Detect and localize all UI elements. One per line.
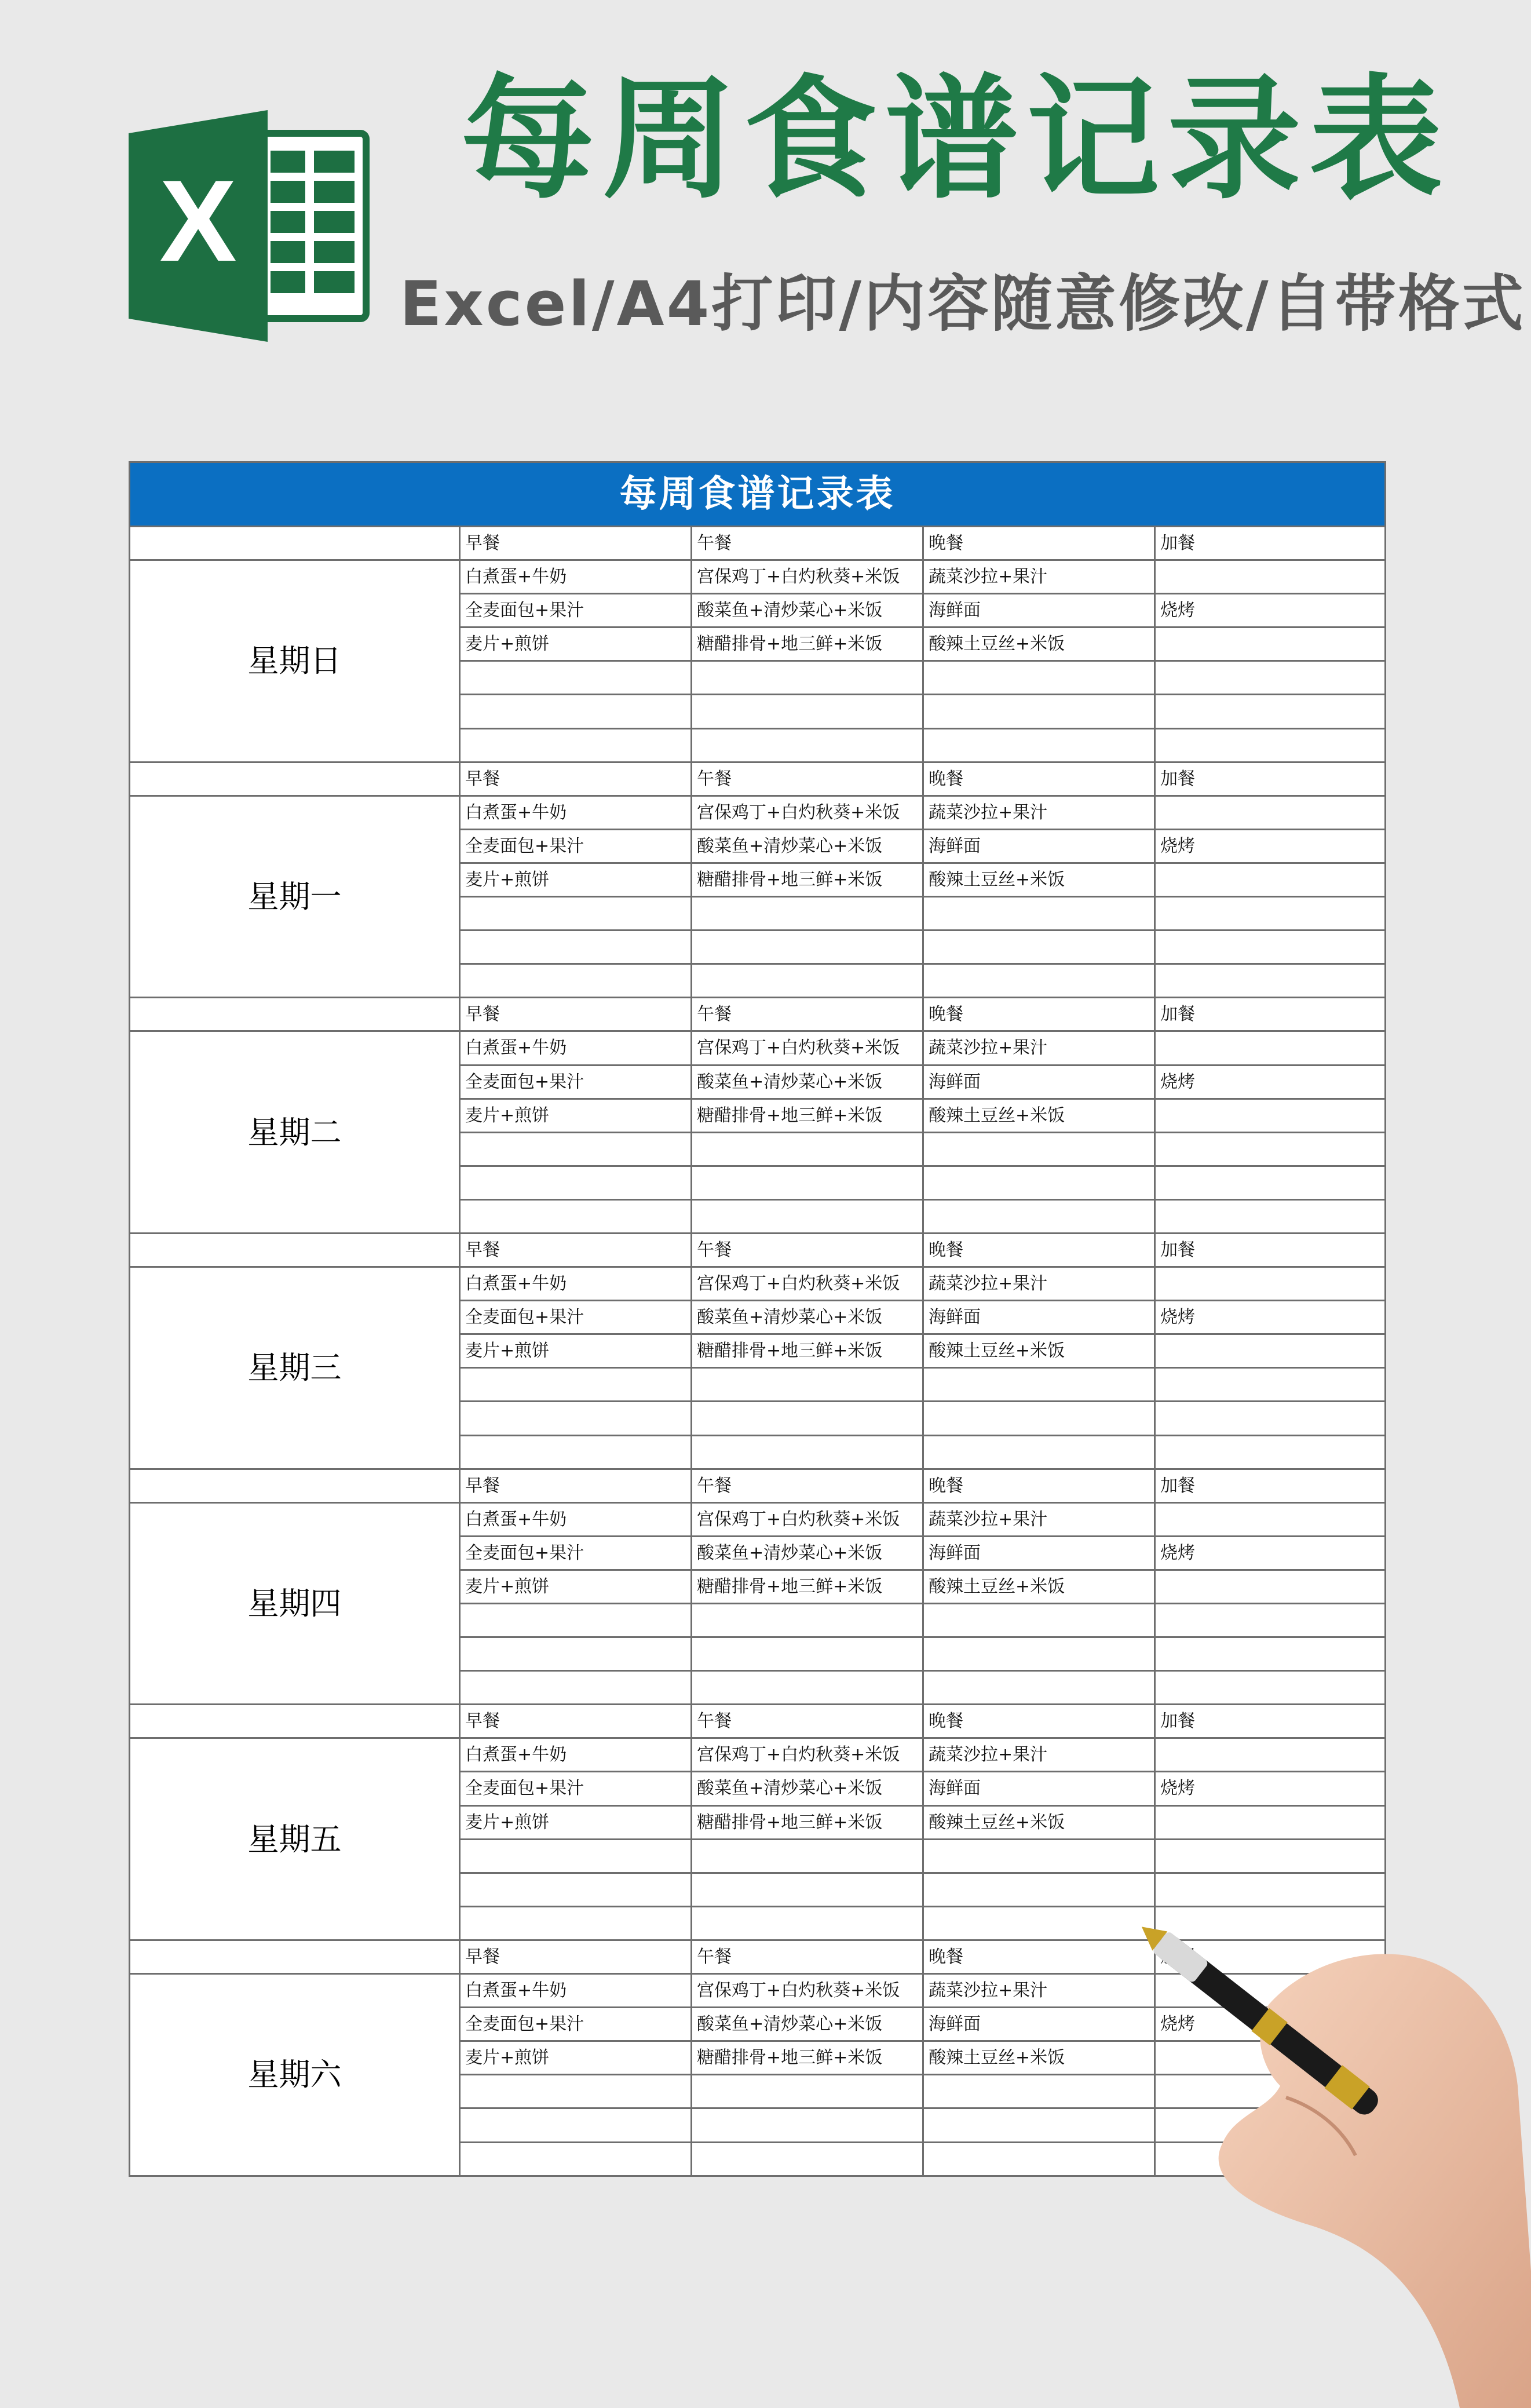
meal-header-cell[interactable]: 加餐 [1154, 761, 1384, 795]
meal-cell[interactable] [922, 963, 1154, 997]
meal-cell[interactable]: 烧烤 [1154, 829, 1384, 862]
meal-cell[interactable] [459, 1165, 690, 1199]
meal-cell[interactable] [1154, 929, 1384, 963]
meal-cell[interactable] [459, 1603, 690, 1636]
day-spacer-cell[interactable] [129, 526, 459, 559]
meal-cell[interactable] [459, 2074, 690, 2107]
meal-cell[interactable]: 全麦面包+果汁 [459, 2006, 690, 2040]
meal-cell[interactable] [690, 660, 922, 694]
day-name-cell[interactable]: 星期三 [129, 1266, 459, 1468]
meal-cell[interactable] [690, 1132, 922, 1165]
meal-cell[interactable]: 酸辣土豆丝+米饭 [922, 626, 1154, 660]
meal-cell[interactable]: 麦片+煎饼 [459, 1569, 690, 1603]
meal-cell[interactable] [1154, 896, 1384, 929]
meal-cell[interactable]: 宫保鸡丁+白灼秋葵+米饭 [690, 795, 922, 829]
meal-header-cell[interactable]: 晚餐 [922, 1468, 1154, 1502]
meal-cell[interactable]: 酸辣土豆丝+米饭 [922, 1333, 1154, 1367]
meal-cell[interactable]: 酸菜鱼+清炒菜心+米饭 [690, 829, 922, 862]
meal-cell[interactable] [922, 2074, 1154, 2107]
meal-cell[interactable]: 酸辣土豆丝+米饭 [922, 862, 1154, 896]
meal-cell[interactable] [922, 2107, 1154, 2141]
meal-cell[interactable] [1154, 728, 1384, 761]
subtitle: Excel/A4打印/内容随意修改/自带格式 [400, 268, 1526, 340]
meal-cell[interactable] [690, 1636, 922, 1670]
meal-cell[interactable]: 烧烤 [1154, 593, 1384, 626]
meal-cell[interactable]: 酸辣土豆丝+米饭 [922, 1098, 1154, 1132]
meal-cell[interactable]: 宫保鸡丁+白灼秋葵+米饭 [690, 1030, 922, 1064]
meal-cell[interactable] [459, 1435, 690, 1468]
meal-cell[interactable]: 糖醋排骨+地三鲜+米饭 [690, 2040, 922, 2074]
meal-cell[interactable] [922, 1636, 1154, 1670]
meal-cell[interactable] [459, 1636, 690, 1670]
meal-cell[interactable] [922, 1165, 1154, 1199]
meal-cell[interactable]: 麦片+煎饼 [459, 1098, 690, 1132]
meal-cell[interactable]: 酸菜鱼+清炒菜心+米饭 [690, 1064, 922, 1098]
meal-cell[interactable] [690, 963, 922, 997]
meal-cell[interactable]: 糖醋排骨+地三鲜+米饭 [690, 1098, 922, 1132]
meal-header-cell[interactable]: 午餐 [690, 761, 922, 795]
meal-cell[interactable] [690, 1367, 922, 1400]
meal-cell[interactable]: 白煮蛋+牛奶 [459, 559, 690, 593]
hand-holding-pen-icon [1135, 1924, 1531, 2408]
meal-cell[interactable]: 白煮蛋+牛奶 [459, 1502, 690, 1535]
meal-cell[interactable]: 宫保鸡丁+白灼秋葵+米饭 [690, 1502, 922, 1535]
meal-cell[interactable]: 海鲜面 [922, 1535, 1154, 1569]
meal-cell[interactable]: 全麦面包+果汁 [459, 1771, 690, 1804]
meal-cell[interactable] [459, 660, 690, 694]
meal-cell[interactable] [459, 728, 690, 761]
meal-header-cell[interactable]: 晚餐 [922, 526, 1154, 559]
meal-header-cell[interactable]: 加餐 [1154, 1703, 1384, 1737]
meal-cell[interactable] [690, 1603, 922, 1636]
day-name-cell[interactable]: 星期二 [129, 1030, 459, 1232]
meal-cell[interactable]: 烧烤 [1154, 1300, 1384, 1333]
meal-cell[interactable] [922, 2141, 1154, 2175]
meal-cell[interactable] [459, 1367, 690, 1400]
meal-cell[interactable]: 麦片+煎饼 [459, 1333, 690, 1367]
meal-header-cell[interactable]: 午餐 [690, 1232, 922, 1266]
recipe-sheet [129, 461, 1386, 2177]
meal-header-cell[interactable]: 早餐 [459, 1468, 690, 1502]
main-title: 每周食谱记录表 [461, 63, 1450, 217]
meal-cell[interactable]: 白煮蛋+牛奶 [459, 1030, 690, 1064]
meal-cell[interactable] [1154, 1737, 1384, 1771]
meal-cell[interactable]: 宫保鸡丁+白灼秋葵+米饭 [690, 1737, 922, 1771]
day-spacer-cell[interactable] [129, 1939, 459, 1973]
meal-cell[interactable]: 白煮蛋+牛奶 [459, 1737, 690, 1771]
meal-header-cell[interactable]: 早餐 [459, 1939, 690, 1973]
meal-header-cell[interactable]: 早餐 [459, 526, 690, 559]
meal-cell[interactable] [1154, 1502, 1384, 1535]
meal-cell[interactable]: 酸菜鱼+清炒菜心+米饭 [690, 1300, 922, 1333]
meal-cell[interactable] [1154, 1266, 1384, 1300]
day-name-cell[interactable]: 星期五 [129, 1737, 459, 1939]
meal-cell[interactable] [690, 728, 922, 761]
meal-cell[interactable] [690, 1199, 922, 1232]
meal-header-cell[interactable]: 早餐 [459, 997, 690, 1030]
meal-cell[interactable]: 蔬菜沙拉+果汁 [922, 559, 1154, 593]
meal-cell[interactable]: 蔬菜沙拉+果汁 [922, 795, 1154, 829]
meal-cell[interactable]: 全麦面包+果汁 [459, 1300, 690, 1333]
meal-cell[interactable] [459, 1838, 690, 1872]
meal-cell[interactable] [1154, 1030, 1384, 1064]
meal-cell[interactable] [922, 660, 1154, 694]
meal-cell[interactable]: 蔬菜沙拉+果汁 [922, 1030, 1154, 1064]
meal-cell[interactable] [1154, 660, 1384, 694]
day-spacer-cell[interactable] [129, 997, 459, 1030]
meal-cell[interactable] [1154, 1805, 1384, 1838]
meal-cell[interactable] [459, 1132, 690, 1165]
meal-cell[interactable]: 全麦面包+果汁 [459, 593, 690, 626]
meal-cell[interactable] [1154, 1636, 1384, 1670]
meal-cell[interactable]: 酸菜鱼+清炒菜心+米饭 [690, 2006, 922, 2040]
meal-cell[interactable]: 麦片+煎饼 [459, 626, 690, 660]
meal-cell[interactable] [922, 1367, 1154, 1400]
meal-cell[interactable]: 烧烤 [1154, 1535, 1384, 1569]
meal-header-cell[interactable]: 加餐 [1154, 1468, 1384, 1502]
meal-header-cell[interactable]: 晚餐 [922, 1939, 1154, 1973]
meal-cell[interactable] [1154, 694, 1384, 727]
meal-cell[interactable]: 海鲜面 [922, 1064, 1154, 1098]
day-spacer-cell[interactable] [129, 761, 459, 795]
meal-cell[interactable] [459, 1670, 690, 1703]
meal-cell[interactable]: 麦片+煎饼 [459, 1805, 690, 1838]
meal-cell[interactable] [922, 896, 1154, 929]
meal-header-cell[interactable]: 加餐 [1154, 1232, 1384, 1266]
meal-cell[interactable] [690, 1670, 922, 1703]
meal-cell[interactable]: 蔬菜沙拉+果汁 [922, 1502, 1154, 1535]
meal-cell[interactable]: 糖醋排骨+地三鲜+米饭 [690, 1805, 922, 1838]
meal-cell[interactable] [1154, 1872, 1384, 1906]
meal-cell[interactable]: 糖醋排骨+地三鲜+米饭 [690, 1333, 922, 1367]
meal-header-cell[interactable]: 午餐 [690, 526, 922, 559]
meal-cell[interactable] [1154, 1569, 1384, 1603]
meal-cell[interactable] [1154, 1603, 1384, 1636]
meal-header-cell[interactable]: 午餐 [690, 1468, 922, 1502]
meal-header-cell[interactable]: 晚餐 [922, 997, 1154, 1030]
meal-cell[interactable] [690, 694, 922, 727]
meal-cell[interactable] [459, 1199, 690, 1232]
meal-cell[interactable] [922, 694, 1154, 727]
meal-cell[interactable] [459, 929, 690, 963]
meal-cell[interactable]: 酸菜鱼+清炒菜心+米饭 [690, 1535, 922, 1569]
meal-cell[interactable] [1154, 1165, 1384, 1199]
meal-cell[interactable] [459, 963, 690, 997]
meal-cell[interactable]: 烧烤 [1154, 1064, 1384, 1098]
meal-cell[interactable] [459, 694, 690, 727]
meal-header-cell[interactable]: 午餐 [690, 1939, 922, 1973]
day-name-cell[interactable]: 星期日 [129, 559, 459, 761]
meal-cell[interactable]: 海鲜面 [922, 2006, 1154, 2040]
day-name-cell[interactable]: 星期一 [129, 795, 459, 997]
meal-cell[interactable] [922, 1670, 1154, 1703]
meal-cell[interactable]: 糖醋排骨+地三鲜+米饭 [690, 1569, 922, 1603]
meal-cell[interactable]: 宫保鸡丁+白灼秋葵+米饭 [690, 1973, 922, 2006]
day-name-cell[interactable]: 星期四 [129, 1502, 459, 1704]
logo-letter: X [159, 156, 237, 286]
meal-cell[interactable]: 海鲜面 [922, 1300, 1154, 1333]
meal-cell[interactable]: 白煮蛋+牛奶 [459, 1266, 690, 1300]
day-name-cell[interactable]: 星期六 [129, 1973, 459, 2175]
meal-cell[interactable]: 海鲜面 [922, 829, 1154, 862]
meal-header-cell[interactable]: 早餐 [459, 1703, 690, 1737]
meal-cell[interactable]: 白煮蛋+牛奶 [459, 795, 690, 829]
meal-cell[interactable] [690, 896, 922, 929]
meal-cell[interactable] [690, 1435, 922, 1468]
meal-cell[interactable]: 酸辣土豆丝+米饭 [922, 1805, 1154, 1838]
meal-cell[interactable] [690, 1872, 922, 1906]
meal-cell[interactable] [922, 929, 1154, 963]
meal-cell[interactable]: 麦片+煎饼 [459, 2040, 690, 2074]
meal-cell[interactable] [1154, 963, 1384, 997]
meal-cell[interactable]: 全麦面包+果汁 [459, 1064, 690, 1098]
meal-header-cell[interactable]: 午餐 [690, 1703, 922, 1737]
meal-cell[interactable]: 麦片+煎饼 [459, 862, 690, 896]
meal-cell[interactable] [690, 1165, 922, 1199]
meal-cell[interactable] [1154, 1435, 1384, 1468]
meal-cell[interactable] [1154, 1838, 1384, 1872]
meal-cell[interactable] [1154, 1400, 1384, 1434]
meal-cell[interactable]: 全麦面包+果汁 [459, 1535, 690, 1569]
meal-cell[interactable]: 宫保鸡丁+白灼秋葵+米饭 [690, 1266, 922, 1300]
meal-cell[interactable]: 烧烤 [1154, 1771, 1384, 1804]
meal-cell[interactable]: 海鲜面 [922, 593, 1154, 626]
meal-cell[interactable]: 全麦面包+果汁 [459, 829, 690, 862]
meal-cell[interactable]: 蔬菜沙拉+果汁 [922, 1737, 1154, 1771]
meal-cell[interactable] [1154, 1132, 1384, 1165]
meal-cell[interactable] [690, 1400, 922, 1434]
meal-cell[interactable] [922, 1603, 1154, 1636]
meal-cell[interactable]: 白煮蛋+牛奶 [459, 1973, 690, 2006]
day-spacer-cell[interactable] [129, 1468, 459, 1502]
meal-cell[interactable] [922, 1838, 1154, 1872]
meal-cell[interactable] [1154, 559, 1384, 593]
day-spacer-cell[interactable] [129, 1232, 459, 1266]
meal-cell[interactable]: 酸辣土豆丝+米饭 [922, 2040, 1154, 2074]
meal-cell[interactable] [922, 1435, 1154, 1468]
meal-cell[interactable] [922, 1872, 1154, 1906]
meal-header-cell[interactable]: 早餐 [459, 761, 690, 795]
meal-cell[interactable] [922, 1906, 1154, 1939]
meal-cell[interactable] [1154, 795, 1384, 829]
meal-cell[interactable] [1154, 1367, 1384, 1400]
meal-header-cell[interactable]: 晚餐 [922, 1703, 1154, 1737]
meal-cell[interactable]: 酸菜鱼+清炒菜心+米饭 [690, 593, 922, 626]
meal-header-cell[interactable]: 晚餐 [922, 761, 1154, 795]
meal-cell[interactable] [690, 2107, 922, 2141]
meal-cell[interactable] [690, 2074, 922, 2107]
meal-header-cell[interactable]: 加餐 [1154, 526, 1384, 559]
meal-cell[interactable] [459, 2141, 690, 2175]
day-spacer-cell[interactable] [129, 1703, 459, 1737]
meal-cell[interactable] [690, 1838, 922, 1872]
sheet-title: 每周食谱记录表 [129, 461, 1384, 526]
meal-cell[interactable]: 酸菜鱼+清炒菜心+米饭 [690, 1771, 922, 1804]
meal-cell[interactable]: 烧烤 [1154, 2006, 1384, 2040]
meal-cell[interactable]: 糖醋排骨+地三鲜+米饭 [690, 862, 922, 896]
meal-cell[interactable]: 糖醋排骨+地三鲜+米饭 [690, 626, 922, 660]
meal-header-cell[interactable]: 加餐 [1154, 997, 1384, 1030]
meal-cell[interactable] [459, 1400, 690, 1434]
meal-cell[interactable] [459, 1906, 690, 1939]
meal-cell[interactable] [1154, 626, 1384, 660]
meal-cell[interactable] [690, 2141, 922, 2175]
meal-cell[interactable]: 海鲜面 [922, 1771, 1154, 1804]
meal-cell[interactable] [1154, 1333, 1384, 1367]
meal-cell[interactable]: 蔬菜沙拉+果汁 [922, 1266, 1154, 1300]
meal-cell[interactable] [1154, 1199, 1384, 1232]
meal-cell[interactable] [922, 1400, 1154, 1434]
meal-cell[interactable] [690, 1906, 922, 1939]
meal-cell[interactable] [1154, 1670, 1384, 1703]
meal-cell[interactable] [922, 1132, 1154, 1165]
meal-header-cell[interactable]: 午餐 [690, 997, 922, 1030]
meal-header-cell[interactable]: 早餐 [459, 1232, 690, 1266]
meal-cell[interactable] [690, 929, 922, 963]
meal-cell[interactable] [1154, 1098, 1384, 1132]
meal-cell[interactable] [922, 1199, 1154, 1232]
meal-cell[interactable]: 蔬菜沙拉+果汁 [922, 1973, 1154, 2006]
meal-cell[interactable]: 酸辣土豆丝+米饭 [922, 1569, 1154, 1603]
meal-cell[interactable] [459, 896, 690, 929]
meal-cell[interactable] [459, 2107, 690, 2141]
meal-cell[interactable]: 宫保鸡丁+白灼秋葵+米饭 [690, 559, 922, 593]
meal-cell[interactable] [922, 728, 1154, 761]
meal-header-cell[interactable]: 晚餐 [922, 1232, 1154, 1266]
meal-cell[interactable] [459, 1872, 690, 1906]
meal-cell[interactable] [1154, 862, 1384, 896]
